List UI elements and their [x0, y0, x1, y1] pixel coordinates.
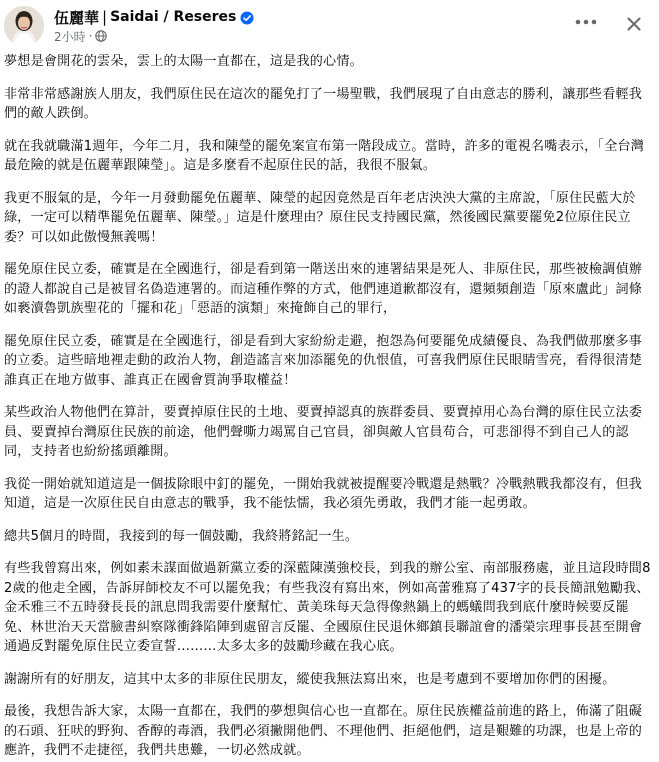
post-paragraph: 謝謝所有的好朋友，這其中太多的非原住民朋友，縱使我無法寫出來，也是考慮到不要增加你們的困擾。	[4, 671, 616, 687]
avatar[interactable]	[4, 6, 44, 46]
post-paragraph: 某些政治人物他們在算計，要賣掉原住民的土地、要賣掉認真的族群委員、要賣掉用心為台灣的原住民立法委員、要賣掉台灣原住民族的前途，他們聲嘶力竭罵自己官員，卻與敵人官員苟合，可悲卻得不到自己人的認同，支持者也紛紛搖頭離開。	[4, 405, 643, 459]
meta-dot: ·	[88, 29, 93, 43]
page-name[interactable]: Saidai / Reseres	[110, 9, 237, 25]
post-paragraph: 總共5個月的時間，我接到的每一個鼓勵，我終將銘記一生。	[4, 528, 359, 544]
post-body	[4, 52, 652, 762]
post-paragraph: 有些我曾寫出來，例如素未謀面做過新黨立委的深藍陳漢強校長，到我的辦公室、南部服務處，並且這段時間82歲的他走全國，告訴屏師校友不可以罷免我；有些我沒有寫出來，例如高蕾雅寫了437字的長長簡訊勉勵我、金禾雅三不五時發長長的訊息問我需要什麼幫忙、黃美珠每天急得像熱鍋上的螞蟻問我到底什麼時候要反罷免、林世治天天當臉書糾察隊衝鋒陷陣到處留言反罷、全國原住民退休鄉鎮長聯誼會的潘榮宗理事長甚至開會通過反對罷免原住民立委宣誓………太多太多的鼓勵珍藏在我心底。	[4, 561, 651, 654]
post-meta	[54, 28, 107, 44]
more-options-button[interactable]	[571, 10, 601, 34]
post-header	[0, 0, 659, 52]
post-paragraph: 夢想是會開花的雲朵，雲上的太陽一直都在，這是我的心情。	[4, 54, 363, 69]
post-paragraph: 就在我就職滿1週年，今年二月，我和陳瑩的罷免案宣布第一階段成立。當時，許多的電視名嘴表示，「全台灣最危險的就是伍麗華跟陳瑩」。這是多麼看不起原住民的話，我很不服氣。	[4, 138, 645, 173]
globe-icon[interactable]	[95, 30, 107, 42]
post-paragraph: 罷免原住民立委，確實是在全國進行，卻是看到第一階送出來的連署結果是死人、非原住民，那些被檢調偵辦的證人都說自己是被冒名偽造連署的。而這種作弊的方式，他們連道歉都沒有，還頻頻創造「原來盧此」詞條如褻瀆魯凱族聖花的「擺和花」「惡語的演類」來掩飾自己的罪行，	[4, 262, 643, 316]
close-button[interactable]	[620, 10, 648, 38]
avatar-image	[4, 6, 44, 46]
post-author-line	[54, 7, 254, 27]
post-timestamp[interactable]: 2小時	[54, 29, 86, 44]
post-paragraph: 最後，我想告訴大家，太陽一直都在，我們的夢想與信心也一直都在。原住民族權益前進的路上，佈滿了阻礙的石頭、狂吠的野狗、香醇的毒酒，我們必須撇開他們、不理他們、拒絕他們，這是艱難的功課，也是上帝的應許，我們不走捷徑，我們共患難，一切必然成就。	[4, 704, 643, 758]
post-paragraph: 我從一開始就知道這是一個拔除眼中釘的罷免，一開始我就被提醒要冷戰還是熱戰？冷戰熱戰我都沒有，但我知道，這是一次原住民自由意志的戰爭，我不能怯懦，我必須先勇敢，我們才能一起勇敢。	[4, 476, 643, 511]
post-paragraph: 非常非常感謝族人朋友，我們原住民在這次的罷免打了一場聖戰，我們展現了自由意志的勝利，讓那些看輕我們的敵人跌倒。	[4, 86, 643, 121]
verified-badge-icon	[240, 10, 254, 24]
author-name[interactable]: 伍麗華	[54, 8, 100, 27]
close-icon	[626, 16, 642, 32]
post-paragraph: 我更不服氣的是，今年一月發動罷免伍麗華、陳瑩的起因竟然是百年老店泱泱大黨的主席說，「原住民藍大於綠，一定可以精準罷免伍麗華、陳瑩。」這是什麼理由？原住民支持國民黨，然後國民黨要罷免2位原住民立委？可以如此傲慢無義嗎！	[4, 190, 636, 245]
more-horizontal-icon	[575, 19, 597, 25]
post-paragraph: 罷免原住民立委，確實是在全國進行，卻是看到大家紛紛走避，抱怨為何要罷免成績優良、為我們做那麼多事的立委。這些暗地裡走動的政治人物，創造謠言來加添罷免的仇恨值，可喜我們原住民眼睛雪亮，看得很清楚誰真正在地方做事、誰真正在國會質詢爭取權益！	[4, 333, 643, 388]
name-separator: |	[102, 8, 108, 26]
